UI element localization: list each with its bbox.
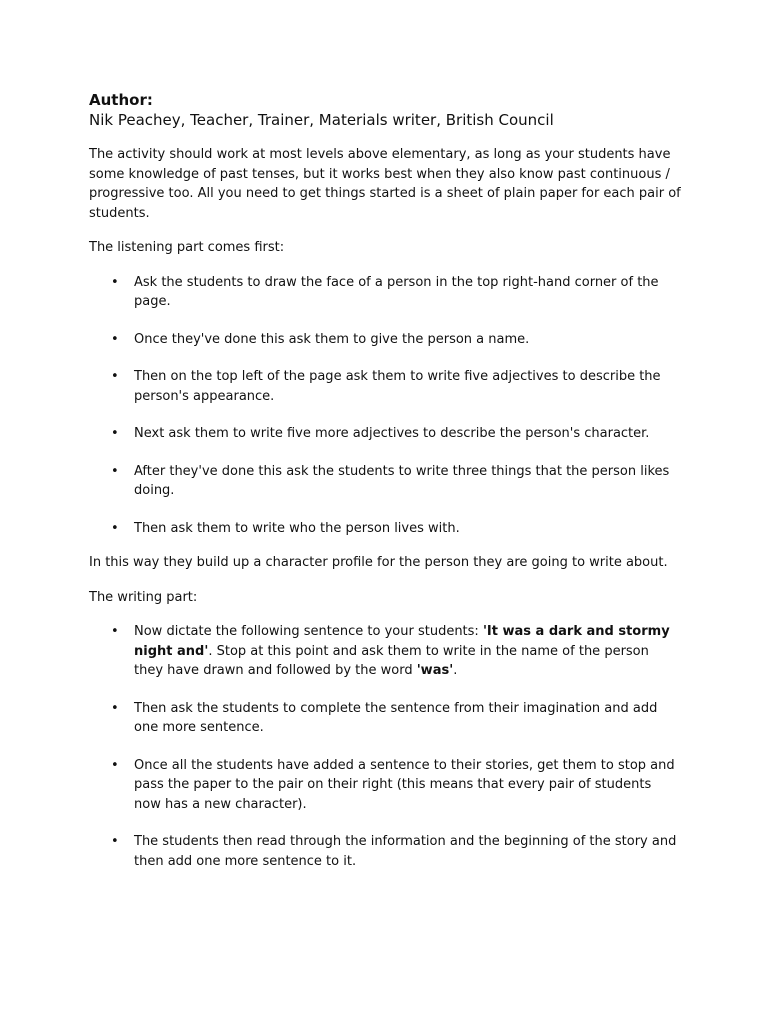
list-item-text — [134, 624, 670, 678]
list-item-text: Then ask the students to complete the sentence from their imagination and add one more sentence. — [134, 700, 658, 735]
bullet-icon: • — [111, 274, 119, 290]
dictation-instruction-text: . Stop at this point and ask them to write in the name of the person they have drawn and followed by the word — [134, 643, 649, 678]
list-item — [89, 273, 681, 312]
list-item-text: Then on the top left of the page ask them to write five adjectives to describe the person's appearance. — [134, 369, 661, 404]
author-heading: Author: — [89, 91, 153, 109]
listening-list — [89, 273, 681, 539]
summary-paragraph: In this way they build up a character profile for the person they are going to write about. — [89, 555, 668, 570]
author-name: Nik Peachey, Teacher, Trainer, Materials writer, British Council — [89, 111, 554, 129]
list-item — [89, 756, 681, 815]
bullet-icon: • — [111, 369, 119, 384]
list-item — [89, 519, 681, 539]
writing-heading: The writing part: — [89, 589, 198, 605]
list-item — [89, 699, 681, 738]
list-item-text: Once all the students have added a sentence to their stories, get them to stop and pass the paper to the pair on their right (this means that every pair of students now has a new character). — [134, 757, 675, 812]
list-item — [89, 330, 681, 350]
bullet-icon: • — [111, 834, 119, 849]
dictation-intro-text: Now dictate the following sentence to your students: — [134, 624, 483, 639]
list-item-text: The students then read through the information and the beginning of the story and then add one more sentence to it. — [134, 834, 677, 869]
intro-paragraph: The activity should work at most levels above elementary, as long as your students have some knowledge of past tenses, but it works best when they also know past continuous / progressive too. All you need to get things started is a sheet of plain paper for each pair of students. — [89, 147, 681, 221]
list-item — [89, 367, 681, 406]
writing-list — [89, 622, 681, 871]
list-item-text: Ask the students to draw the face of a person in the top right-hand corner of the page. — [134, 274, 659, 309]
list-item-text: After they've done this ask the students to write three things that the person likes doing. — [134, 463, 670, 498]
dictation-end-text: . — [453, 663, 458, 678]
bullet-icon: • — [111, 520, 119, 536]
list-item-text: Next ask them to write five more adjectives to describe the person's character. — [134, 426, 650, 441]
listening-heading: The listening part comes first: — [89, 240, 285, 255]
list-item — [89, 832, 681, 871]
bullet-icon: • — [111, 757, 119, 773]
bullet-icon: • — [111, 700, 119, 716]
list-item — [89, 424, 681, 444]
bullet-icon: • — [111, 331, 119, 347]
document-body — [89, 90, 681, 886]
list-item — [89, 462, 681, 501]
bullet-icon: • — [111, 426, 119, 441]
list-item — [89, 622, 681, 681]
list-item-text: Then ask them to write who the person lives with. — [134, 520, 460, 536]
bullet-icon: • — [111, 463, 119, 479]
dictation-sentence: 'It was a dark and stormy night and' — [134, 624, 670, 659]
list-item-text: Once they've done this ask them to give the person a name. — [134, 331, 530, 347]
dictation-keyword: 'was' — [416, 663, 454, 678]
bullet-icon: • — [111, 624, 119, 639]
